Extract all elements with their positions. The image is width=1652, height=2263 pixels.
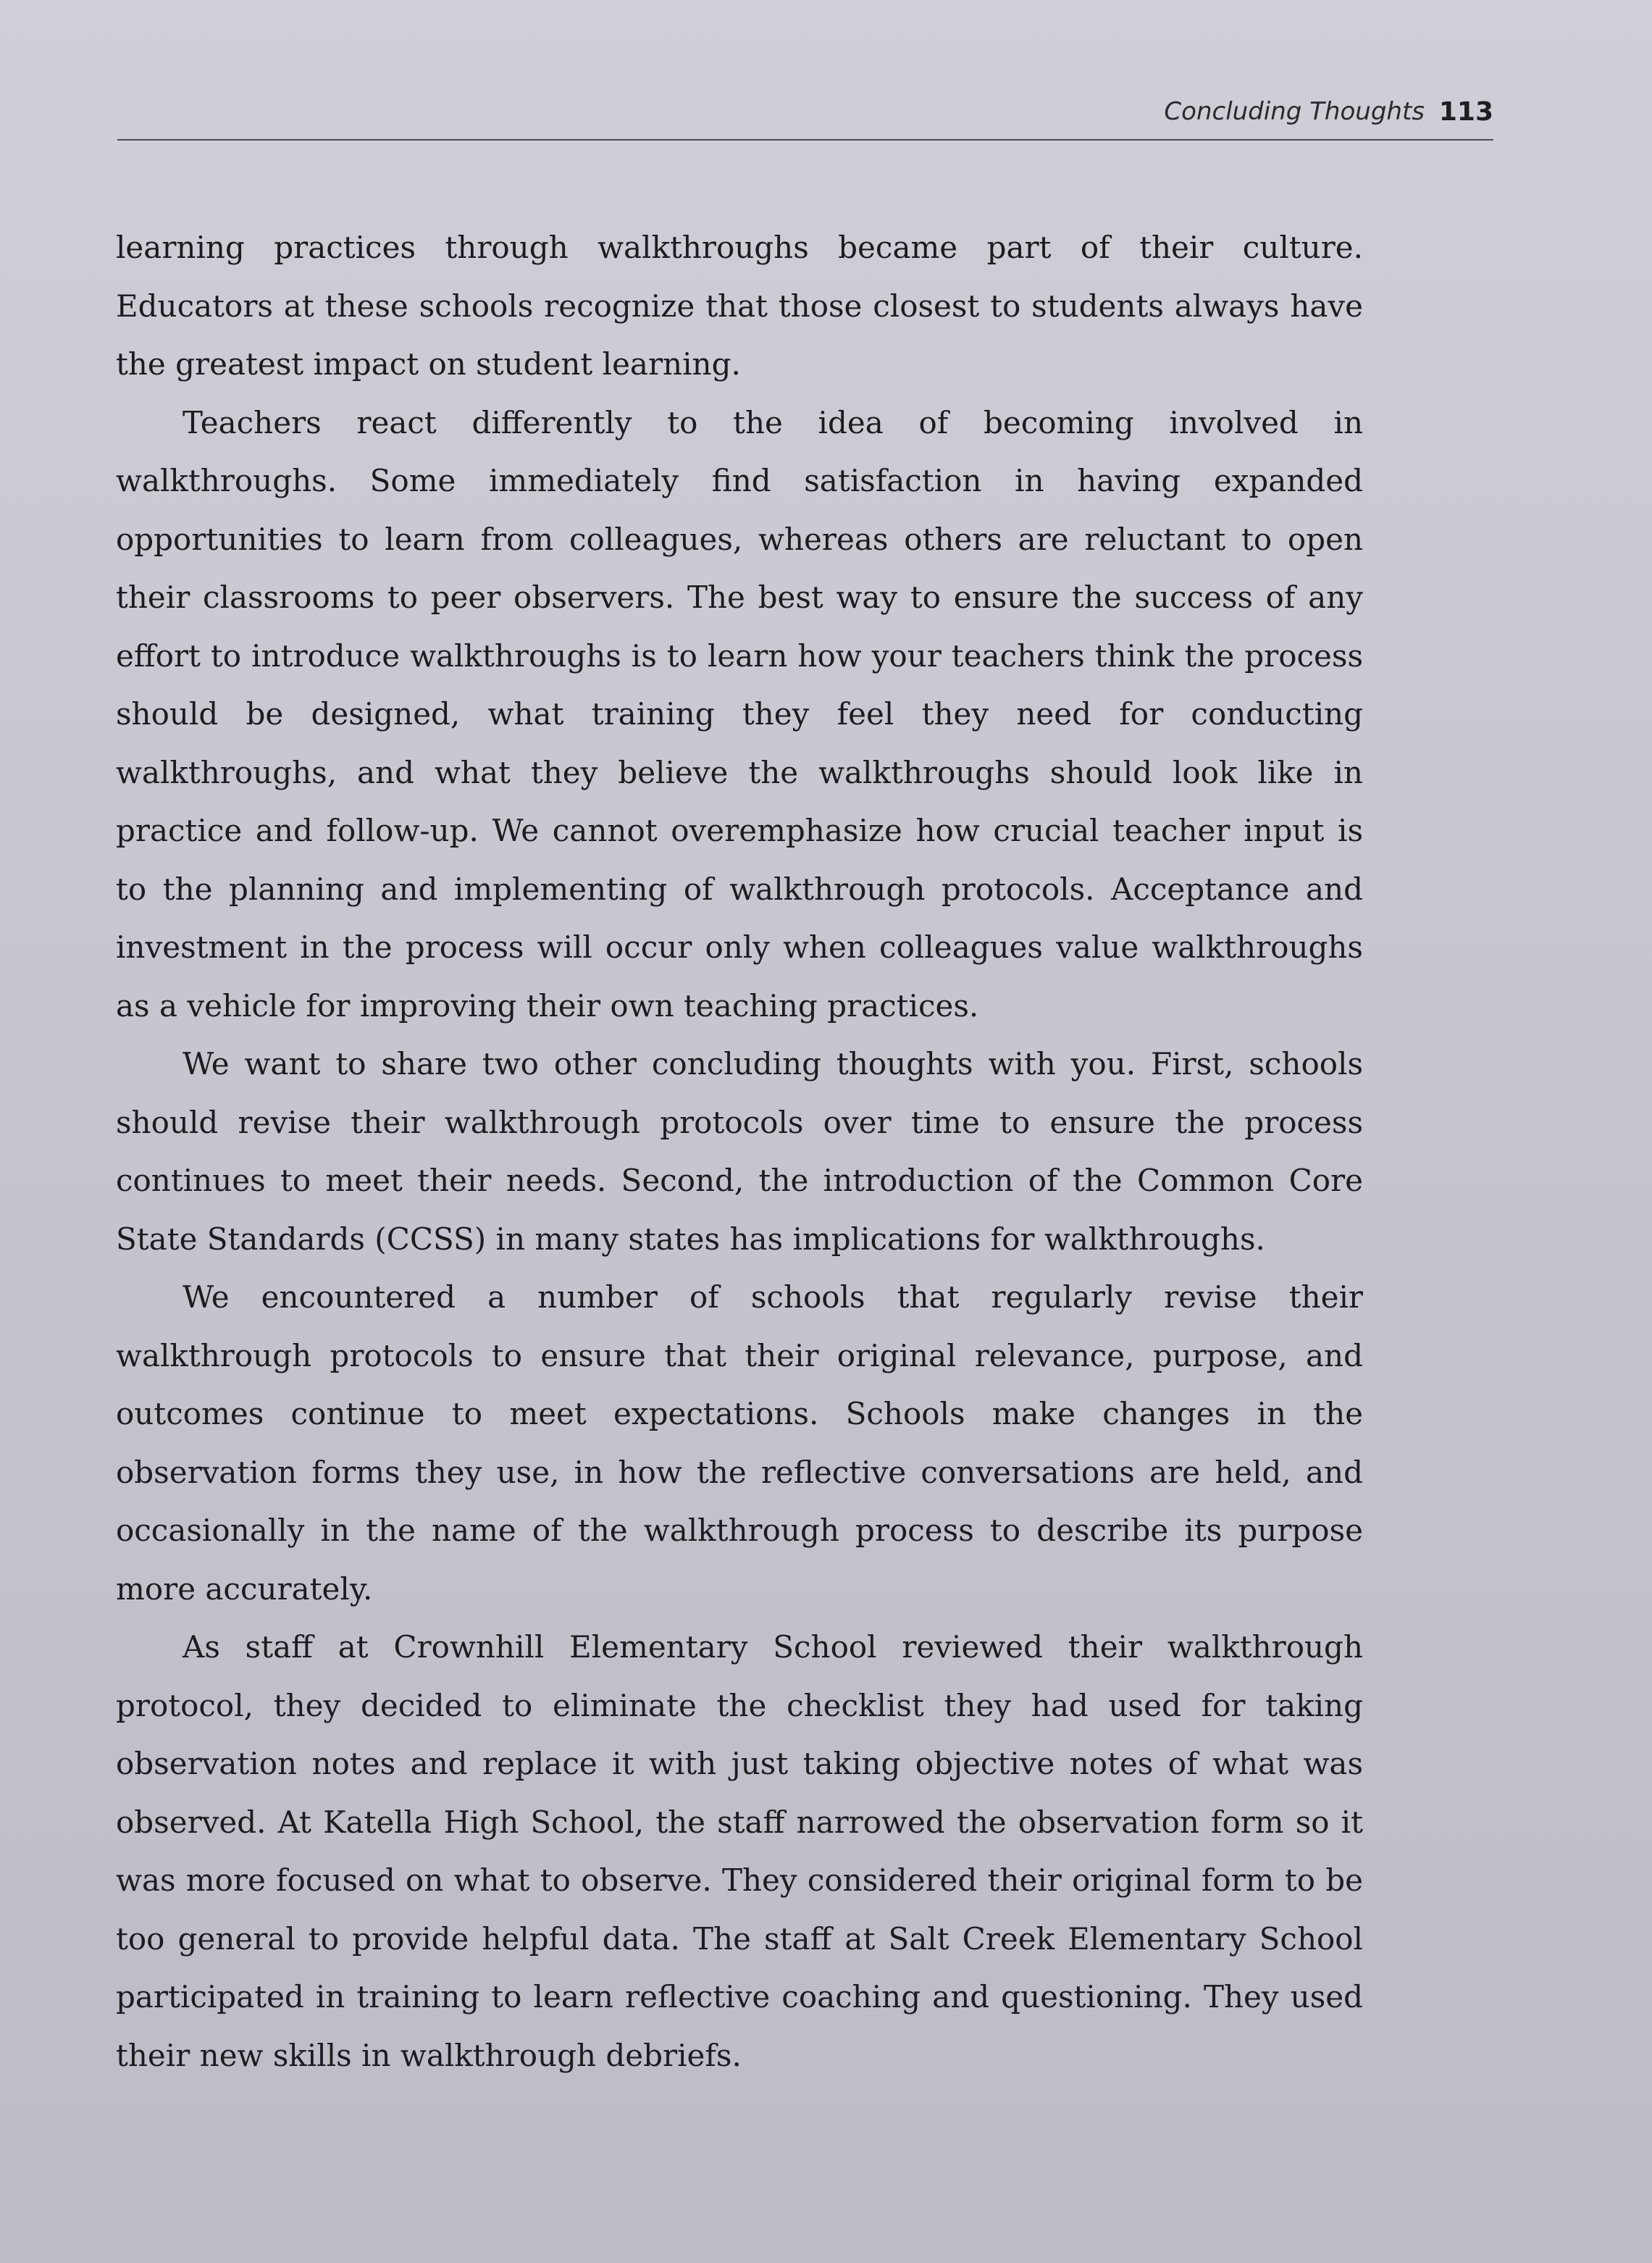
body-text	[116, 219, 1363, 2085]
paragraph: Teachers react differently to the idea of becoming involved in walkthroughs. Some immediately find satisfaction in having expanded opportunities to learn from colleagues, whereas others are reluctant to open their classrooms to peer observers. The best way to ensure the success of any effort to introduce walkthroughs is to learn how your teachers think the process should be designed, what training they feel they need for conducting walkthroughs, and what they believe the walkthroughs should look like in practice and follow-up. We cannot overemphasize how crucial teacher input is to the planning and implementing of walkthrough protocols. Acceptance and investment in the process will occur only when colleagues value walkthroughs as a vehicle for improving their own teaching practices.	[116, 404, 1363, 1024]
page-number: 113	[1438, 97, 1493, 127]
paragraph: learning practices through walkthroughs became part of their culture. Educators at these schools recognize that those closest to students always have the greatest impact on student learning.	[116, 230, 1363, 382]
running-header	[117, 93, 1493, 141]
paragraph: We encountered a number of schools that regularly revise their walkthrough protocols to ensure that their original relevance, purpose, and outcomes continue to meet expectations. Schools make changes in the observation forms they use, in how the reflective conversations are held, and occasionally in the name of the walkthrough process to describe its purpose more accurately.	[116, 1279, 1363, 1607]
section-title: Concluding Thoughts	[1164, 97, 1425, 126]
paragraph: As staff at Crownhill Elementary School reviewed their walkthrough protocol, they decided to eliminate the checklist they had used for taking observation notes and replace it with just taking objective notes of what was observed. At Katella High School, the staff narrowed the observation form so it was more focused on what to observe. They considered their original form to be too general to provide helpful data. The staff at Salt Creek Elementary School participated in training to learn reflective coaching and questioning. They used their new skills in walkthrough debriefs.	[116, 1629, 1363, 2073]
paragraph: We want to share two other concluding thoughts with you. First, schools should revise their walkthrough protocols over time to ensure the process continues to meet their needs. Second, the introduction of the Common Core State Standards (CCSS) in many states has implications for walkthroughs.	[116, 1046, 1363, 1257]
